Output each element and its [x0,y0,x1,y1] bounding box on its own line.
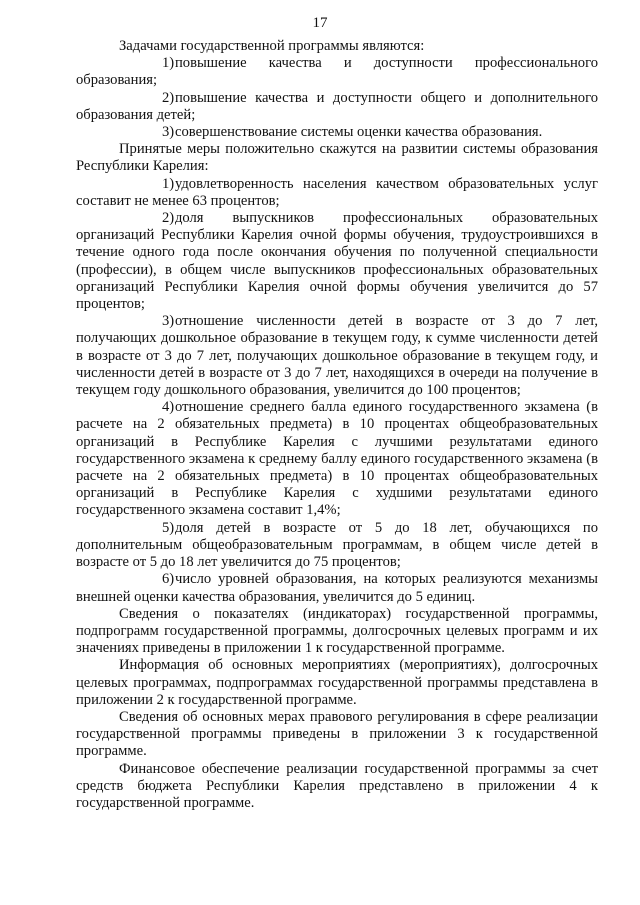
list-item-number: 2) [162,89,175,106]
paragraph [76,38,598,55]
paragraph-text: доля выпускников профессиональных образовательных организаций Республики Карелия очной формы обучения, трудоустроившихся в течение одного года после окончания обучения по полученной специальности (профессии), в общем числе выпускников профессиональных образовательных организаций Республики Карелия очной формы обучения увеличится до 57 процентов; [76,210,598,313]
paragraph [76,709,598,761]
list-item [76,571,598,605]
page-number: 17 [312,15,328,31]
list-item [76,90,598,124]
paragraph [76,657,598,709]
list-item-number: 4) [162,399,175,416]
paragraph-text: совершенствование системы оценки качества образования. [175,124,543,141]
paragraph [76,141,598,175]
list-item [76,313,598,399]
paragraph-text: повышение качества и доступности профессионального образования; [76,55,598,89]
paragraph-text: удовлетворенность населения качеством образовательных услуг составит не менее 63 процентов; [76,175,598,209]
paragraph-text: Сведения о показателях (индикаторах) государственной программы, подпрограмм государственной программы, долгосрочных целевых программ и их значениях приведены в приложении 1 к государственной программе. [76,605,598,657]
list-item-number: 1) [162,175,175,192]
paragraph-text: отношение численности детей в возрасте от 3 до 7 лет, получающих дошкольное образование в текущем году, к сумме численности детей в возрасте от 3 до 7 лет, получающих дошкольное образование в текущем году, и численности детей в возрасте от 3 до 7 лет, находящихся в очереди на получение в текущем году дошкольного образования, увеличится до 100 процентов; [76,313,598,399]
paragraph [76,761,598,813]
paragraph-text: Информация об основных мероприятиях (мероприятиях), долгосрочных целевых программах, подпрограммах государственной программы представлена в приложении 2 к государственной программе. [76,657,598,708]
list-item [76,210,598,313]
paragraph-text: Финансовое обеспечение реализации государственной программы за счет средств бюджета Республики Карелия представлено в приложении 4 к государственной программе. [76,760,598,811]
list-item-number: 6) [162,571,175,588]
paragraph-text: отношение среднего балла единого государственного экзамена (в расчете на 2 обязательных предмета) в 10 процентах общеобразовательных организаций в Республике Карелия с лучшими результатами единого государственного экзамена к среднему баллу единого государственного экзамена (в расчете на 2 обязательных предмета) в 10 процентах общеобразовательных организаций в Республике Карелия с худшими результатами единого государственного экзамена составит 1,4%; [76,399,598,519]
list-item [76,399,598,519]
list-item [76,520,598,572]
list-item-number: 1) [162,55,175,72]
paragraph-text: число уровней образования, на которых реализуются механизмы внешней оценки качества образования, увеличится до 5 единиц. [76,571,598,605]
list-item-number: 3) [162,313,175,330]
paragraph [76,606,598,658]
paragraph-text: Сведения об основных мерах правового регулирования в сфере реализации государственной программы приведены в приложении 3 к государственной программе. [76,708,598,760]
document-body [76,38,598,812]
list-item [76,124,598,141]
list-item-number: 3) [162,124,175,141]
list-item-number: 5) [162,519,175,536]
list-item [76,55,598,89]
paragraph-text: Принятые меры положительно скажутся на развитии системы образования Республики Карелия: [76,141,598,175]
paragraph-text: повышение качества и доступности общего и дополнительного образования детей; [76,89,598,123]
list-item [76,176,598,210]
list-item-number: 2) [162,210,175,227]
paragraph-text: доля детей в возрасте от 5 до 18 лет, обучающихся по дополнительным общеобразовательным программам, в общем числе детей в возрасте от 5 до 18 лет увеличится до 75 процентов; [76,519,598,571]
paragraph-text: Задачами государственной программы являются: [119,38,425,54]
